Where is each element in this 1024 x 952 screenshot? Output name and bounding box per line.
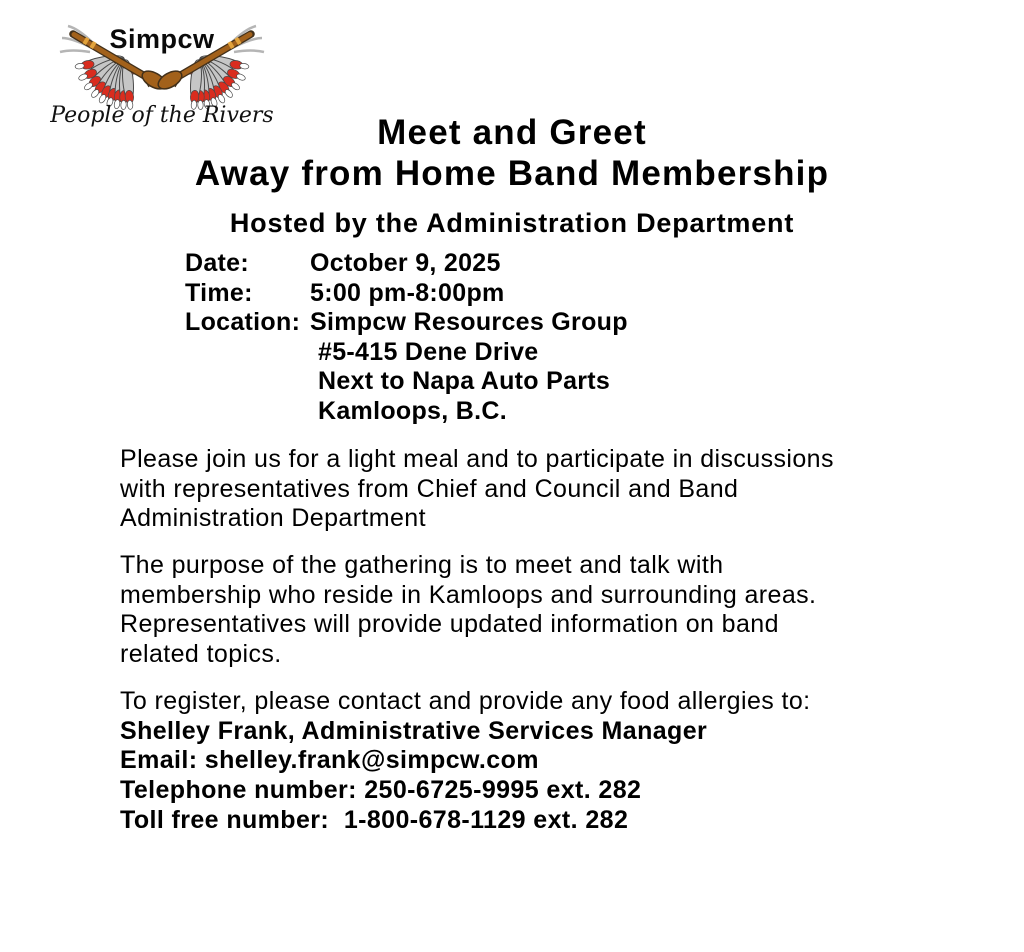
detail-value: 5:00 pm-8:00pm: [310, 278, 505, 307]
detail-row-time: [185, 279, 628, 309]
detail-label: [185, 338, 310, 368]
paragraph-line: Please join us for a light meal and to participate in discussions: [120, 445, 834, 473]
detail-label: Location:: [185, 308, 301, 336]
detail-label: Date:: [185, 249, 250, 277]
detail-row-date: [185, 249, 628, 279]
paragraph-line: membership who reside in Kamloops and surrounding areas.: [120, 580, 817, 609]
detail-label: [185, 397, 310, 427]
contact-telephone: Telephone number: 250-6725-9995 ext. 282: [120, 776, 642, 805]
detail-value: Next to Napa Auto Parts: [318, 367, 611, 395]
paragraph-line: The purpose of the gathering is to meet and talk with: [120, 551, 724, 579]
detail-row-city: [185, 397, 628, 427]
logo-wordmark: Simpcw: [109, 24, 215, 54]
invitation-paragraph: [120, 445, 940, 534]
detail-value: #5-415 Dene Drive: [318, 337, 539, 366]
contact-tollfree: Toll free number: 1-800-678-1129 ext. 282: [120, 805, 629, 834]
paragraph-line: related topics.: [120, 640, 282, 669]
register-intro: To register, please contact and provide any food allergies to:: [120, 687, 811, 715]
logo-tagline: People of the Rivers: [50, 103, 274, 128]
contact-name: Shelley Frank, Administrative Services Manager: [120, 716, 708, 745]
detail-row-address2: [185, 367, 628, 397]
detail-row-location: [185, 308, 628, 338]
hosted-by-subtitle: Hosted by the Administration Department: [229, 208, 795, 238]
detail-label: Time:: [185, 278, 253, 307]
detail-value: Simpcw Resources Group: [310, 308, 628, 336]
event-title-line1: Meet and Greet: [377, 113, 647, 152]
event-title: [0, 112, 1024, 194]
contact-email: Email: shelley.frank@simpcw.com: [120, 746, 539, 775]
paragraph-line: Administration Department: [120, 504, 426, 533]
purpose-paragraph: [120, 551, 940, 670]
detail-row-address1: [185, 338, 628, 368]
detail-value: October 9, 2025: [310, 249, 501, 277]
detail-value: Kamloops, B.C.: [318, 396, 507, 425]
event-details: [185, 249, 628, 426]
detail-label: [185, 367, 310, 397]
registration-contact-block: [120, 687, 940, 836]
paragraph-line: with representatives from Chief and Council and Band: [120, 474, 739, 503]
event-title-line2: Away from Home Band Membership: [194, 154, 830, 193]
paragraph-line: Representatives will provide updated information on band: [120, 610, 779, 639]
